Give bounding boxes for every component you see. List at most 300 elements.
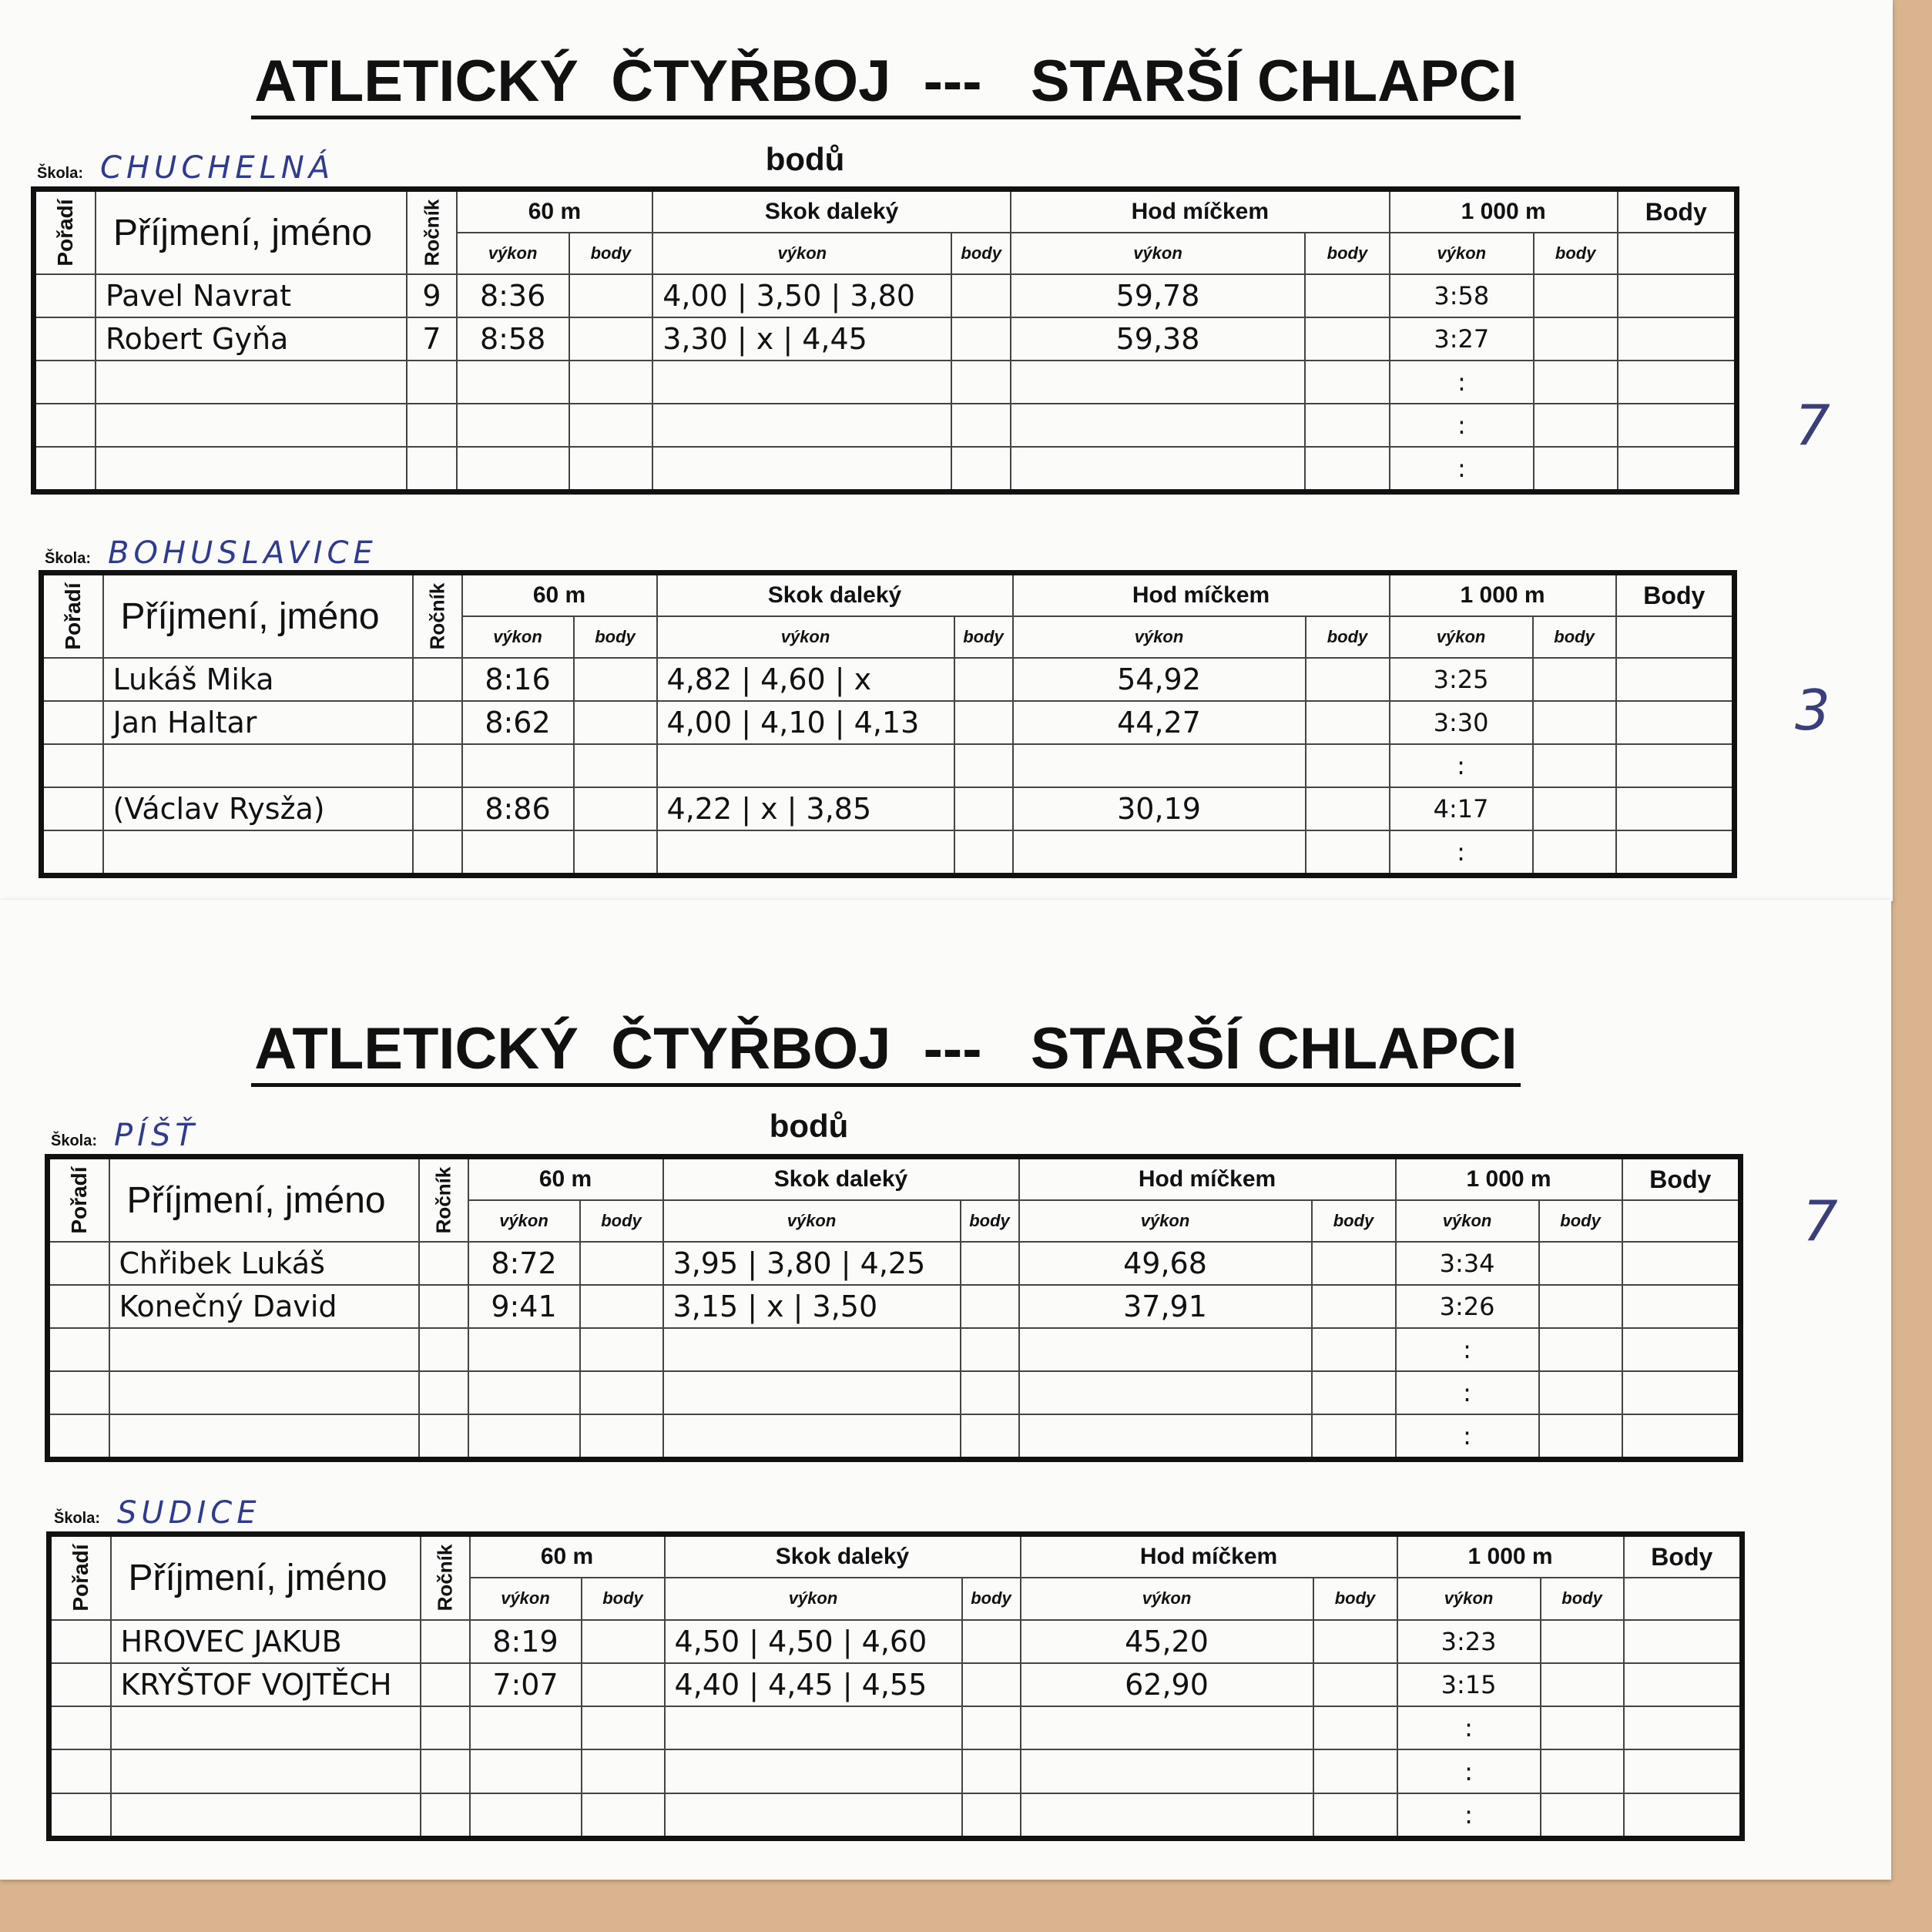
table-row xyxy=(42,701,1735,744)
points-1000m xyxy=(1541,1793,1624,1839)
points-long-jump xyxy=(961,1242,1019,1285)
points-60m xyxy=(574,787,657,830)
points-60m xyxy=(574,830,657,876)
total-body xyxy=(1616,701,1735,744)
result-60m: 8:58 xyxy=(457,317,569,361)
points-1000m xyxy=(1533,701,1616,744)
subheader-body: body xyxy=(1305,233,1390,274)
header-hod-mickem: Hod míčkem xyxy=(1013,573,1390,617)
result-long-jump xyxy=(652,447,951,492)
points-60m xyxy=(569,317,653,361)
result-ball-throw: 37,91 xyxy=(1019,1285,1312,1328)
points-ball-throw xyxy=(1313,1706,1397,1749)
subheader-vykon: výkon xyxy=(468,1200,580,1242)
rocnik-cell xyxy=(419,1285,468,1328)
header-rocnik xyxy=(413,573,462,659)
total-body xyxy=(1624,1663,1742,1706)
header-skok-daleky: Skok daleký xyxy=(657,573,1013,617)
athlete-name: Chřibek Lukáš xyxy=(109,1242,419,1285)
result-1000m: 3:23 xyxy=(1397,1620,1541,1663)
result-ball-throw: 44,27 xyxy=(1013,701,1306,744)
header-rocnik xyxy=(419,1157,468,1243)
result-ball-throw: 59,38 xyxy=(1011,317,1305,361)
header-rocnik xyxy=(421,1535,470,1620)
table-row xyxy=(48,1328,1741,1371)
athlete-name: Jan Haltar xyxy=(103,701,413,744)
points-1000m xyxy=(1541,1749,1624,1793)
points-ball-throw xyxy=(1312,1414,1396,1460)
athlete-name: HROVEC JAKUB xyxy=(111,1620,421,1663)
rocnik-cell xyxy=(419,1242,468,1285)
rocnik-cell xyxy=(407,361,456,404)
athlete-name xyxy=(103,830,413,876)
header-60m: 60 m xyxy=(462,573,657,617)
header-hod-mickem: Hod míčkem xyxy=(1011,190,1390,233)
header-skok-daleky: Skok daleký xyxy=(665,1535,1021,1578)
header-poradi xyxy=(49,1535,111,1620)
result-long-jump xyxy=(665,1749,962,1793)
table-row xyxy=(49,1663,1742,1706)
total-body xyxy=(1622,1328,1741,1371)
result-ball-throw xyxy=(1019,1371,1312,1414)
points-long-jump xyxy=(962,1706,1021,1749)
points-60m xyxy=(574,701,657,744)
result-60m: 9:41 xyxy=(468,1285,580,1328)
subheader-vykon: výkon xyxy=(657,616,954,658)
header-skok-daleky: Skok daleký xyxy=(663,1157,1019,1201)
points-ball-throw xyxy=(1313,1749,1397,1793)
skola-caption: Škola: xyxy=(51,1132,98,1149)
points-ball-throw xyxy=(1305,274,1390,317)
poradi-cell xyxy=(49,1793,111,1839)
result-ball-throw: 30,19 xyxy=(1013,787,1306,830)
points-long-jump xyxy=(961,1285,1019,1328)
subheader-vykon: výkon xyxy=(1397,1578,1541,1619)
result-long-jump xyxy=(663,1371,961,1414)
table-row xyxy=(48,1371,1741,1414)
rocnik-cell xyxy=(413,658,462,701)
result-1000m: : xyxy=(1397,1749,1541,1793)
result-1000m: : xyxy=(1397,1793,1541,1839)
header-rocnik xyxy=(407,190,456,275)
poradi-cell xyxy=(42,658,103,701)
result-60m: 8:16 xyxy=(462,658,574,701)
table-row xyxy=(48,1414,1741,1460)
header-body-blank xyxy=(1618,233,1737,274)
total-body xyxy=(1622,1371,1741,1414)
poradi-cell xyxy=(34,274,96,317)
points-long-jump xyxy=(954,787,1013,830)
skola-caption: Škola: xyxy=(45,550,92,567)
subheader-vykon: výkon xyxy=(1011,233,1305,274)
result-1000m: 3:30 xyxy=(1390,701,1533,744)
rocnik-cell xyxy=(421,1706,470,1749)
table-row xyxy=(34,447,1737,492)
poradi-cell xyxy=(42,787,103,830)
total-body xyxy=(1616,744,1735,787)
subheader-body: body xyxy=(962,1578,1021,1619)
total-body xyxy=(1624,1706,1742,1749)
points-60m xyxy=(569,274,653,317)
points-1000m xyxy=(1534,317,1618,361)
points-ball-throw xyxy=(1305,404,1390,447)
rocnik-cell xyxy=(413,787,462,830)
points-60m xyxy=(574,744,657,787)
result-1000m: : xyxy=(1390,361,1534,404)
total-body xyxy=(1624,1620,1742,1663)
athlete-name: Pavel Navrat xyxy=(96,274,407,317)
result-1000m: : xyxy=(1396,1414,1539,1460)
points-long-jump xyxy=(951,361,1010,404)
table-row xyxy=(49,1749,1742,1793)
header-poradi-text: Pořadí xyxy=(52,199,77,267)
points-ball-throw xyxy=(1312,1285,1396,1328)
poradi-cell xyxy=(42,830,103,876)
athlete-name: Konečný David xyxy=(109,1285,419,1328)
athlete-name xyxy=(96,447,407,492)
result-1000m: 3:15 xyxy=(1397,1663,1541,1706)
points-long-jump xyxy=(954,744,1013,787)
subheader-vykon: výkon xyxy=(652,233,951,274)
subheader-vykon: výkon xyxy=(1021,1578,1313,1619)
result-ball-throw: 49,68 xyxy=(1019,1242,1312,1285)
points-ball-throw xyxy=(1312,1371,1396,1414)
result-60m xyxy=(468,1328,580,1371)
points-1000m xyxy=(1533,658,1616,701)
poradi-cell xyxy=(48,1414,109,1460)
rocnik-cell xyxy=(419,1414,468,1460)
score-table xyxy=(31,186,1739,495)
rocnik-cell: 7 xyxy=(407,317,456,361)
result-long-jump xyxy=(652,404,951,447)
margin-mark: 3 xyxy=(1795,678,1830,743)
header-body: Body xyxy=(1616,573,1735,617)
points-ball-throw xyxy=(1306,658,1390,701)
athlete-name xyxy=(103,744,413,787)
points-1000m xyxy=(1541,1663,1624,1706)
points-long-jump xyxy=(962,1663,1021,1706)
subheader-body: body xyxy=(569,233,653,274)
margin-mark: 7 xyxy=(1803,1189,1838,1253)
school-label xyxy=(45,535,377,571)
result-1000m: : xyxy=(1396,1371,1539,1414)
school-name: SUDICE xyxy=(117,1495,261,1531)
points-60m xyxy=(580,1414,663,1460)
header-name: Příjmení, jméno xyxy=(109,1157,419,1243)
points-ball-throw xyxy=(1306,701,1390,744)
header-rocnik-text: Ročník xyxy=(433,1544,456,1612)
title-text: ATLETICKÝ ČTYŘBOJ --- STARŠÍ CHLAPCI xyxy=(251,1016,1521,1087)
header-poradi-text: Pořadí xyxy=(68,1544,92,1612)
result-60m xyxy=(470,1793,582,1839)
school-name: PÍŠŤ xyxy=(114,1118,199,1153)
header-body-blank xyxy=(1622,1200,1741,1242)
total-body xyxy=(1618,317,1737,361)
points-60m xyxy=(569,404,653,447)
bodu-label: bodů xyxy=(765,141,845,177)
result-long-jump: 4,50 | 4,50 | 4,60 xyxy=(665,1620,962,1663)
header-body-blank xyxy=(1624,1578,1742,1619)
poradi-cell xyxy=(49,1663,111,1706)
points-ball-throw xyxy=(1313,1793,1397,1839)
subheader-body: body xyxy=(580,1200,663,1242)
total-body xyxy=(1622,1285,1741,1328)
total-body xyxy=(1618,274,1737,317)
points-ball-throw xyxy=(1306,830,1390,876)
result-ball-throw xyxy=(1013,830,1306,876)
points-long-jump xyxy=(962,1793,1021,1839)
result-ball-throw xyxy=(1011,447,1305,492)
result-long-jump: 4,40 | 4,45 | 4,55 xyxy=(665,1663,962,1706)
result-60m: 8:62 xyxy=(462,701,574,744)
bodu-label: bodů xyxy=(769,1108,849,1144)
header-skok-daleky: Skok daleký xyxy=(652,190,1011,233)
table-row xyxy=(42,658,1735,701)
total-body xyxy=(1616,658,1735,701)
result-long-jump: 3,95 | 3,80 | 4,25 xyxy=(663,1242,961,1285)
header-body-blank xyxy=(1616,616,1735,658)
title-text: ATLETICKÝ ČTYŘBOJ --- STARŠÍ CHLAPCI xyxy=(251,49,1521,119)
points-60m xyxy=(582,1663,665,1706)
header-60m: 60 m xyxy=(468,1157,663,1201)
points-ball-throw xyxy=(1312,1328,1396,1371)
points-60m xyxy=(580,1371,663,1414)
poradi-cell xyxy=(48,1371,109,1414)
poradi-cell xyxy=(48,1328,109,1371)
school-label xyxy=(54,1495,261,1531)
total-body xyxy=(1618,361,1737,404)
header-name: Příjmení, jméno xyxy=(96,190,407,275)
table-row xyxy=(49,1793,1742,1839)
points-long-jump xyxy=(951,274,1010,317)
header-rocnik-text: Ročník xyxy=(425,582,448,650)
header-1000m: 1 000 m xyxy=(1396,1157,1622,1201)
points-1000m xyxy=(1539,1242,1622,1285)
result-1000m: : xyxy=(1396,1328,1539,1371)
points-long-jump xyxy=(962,1620,1021,1663)
header-1000m: 1 000 m xyxy=(1390,190,1618,233)
score-table xyxy=(39,570,1737,878)
points-60m xyxy=(574,658,657,701)
points-1000m xyxy=(1534,404,1618,447)
rocnik-cell xyxy=(421,1749,470,1793)
poradi-cell xyxy=(49,1620,111,1663)
table-row xyxy=(42,830,1735,876)
header-rocnik-text: Ročník xyxy=(420,199,444,267)
rocnik-cell xyxy=(407,447,456,492)
points-long-jump xyxy=(951,447,1010,492)
points-long-jump xyxy=(962,1749,1021,1793)
rocnik-cell xyxy=(421,1793,470,1839)
points-long-jump xyxy=(951,317,1010,361)
poradi-cell xyxy=(48,1242,109,1285)
result-1000m: : xyxy=(1390,404,1534,447)
points-1000m xyxy=(1541,1620,1624,1663)
header-poradi-text: Pořadí xyxy=(60,582,85,650)
poradi-cell xyxy=(34,317,96,361)
result-1000m: : xyxy=(1397,1706,1541,1749)
result-long-jump xyxy=(665,1793,962,1839)
points-60m xyxy=(582,1620,665,1663)
points-long-jump xyxy=(954,658,1013,701)
points-long-jump xyxy=(961,1414,1019,1460)
total-body xyxy=(1622,1414,1741,1460)
skola-caption: Škola: xyxy=(37,165,84,182)
subheader-vykon: výkon xyxy=(665,1578,962,1619)
header-1000m: 1 000 m xyxy=(1390,573,1616,617)
score-table xyxy=(45,1154,1743,1462)
result-ball-throw xyxy=(1011,404,1305,447)
subheader-vykon: výkon xyxy=(663,1200,961,1242)
points-1000m xyxy=(1539,1328,1622,1371)
points-long-jump xyxy=(961,1328,1019,1371)
points-60m xyxy=(580,1242,663,1285)
athlete-name xyxy=(109,1414,419,1460)
header-name: Příjmení, jméno xyxy=(111,1535,421,1620)
result-long-jump: 4,22 | x | 3,85 xyxy=(657,787,954,830)
header-name: Příjmení, jméno xyxy=(103,573,413,659)
total-body xyxy=(1624,1749,1742,1793)
score-sheet-bottom xyxy=(0,900,1891,1880)
header-60m: 60 m xyxy=(457,190,652,233)
header-hod-mickem: Hod míčkem xyxy=(1019,1157,1396,1201)
points-1000m xyxy=(1534,361,1618,404)
header-60m: 60 m xyxy=(470,1535,665,1578)
poradi-cell xyxy=(34,361,96,404)
points-60m xyxy=(582,1706,665,1749)
school-name: CHUCHELNÁ xyxy=(100,150,335,186)
skola-caption: Škola: xyxy=(54,1510,101,1527)
result-1000m: 4:17 xyxy=(1390,787,1533,830)
athlete-name xyxy=(111,1749,421,1793)
subheader-vykon: výkon xyxy=(1390,233,1534,274)
header-rocnik-text: Ročník xyxy=(431,1166,454,1234)
subheader-body: body xyxy=(1312,1200,1396,1242)
result-60m xyxy=(457,404,569,447)
points-ball-throw xyxy=(1305,317,1390,361)
rocnik-cell xyxy=(407,404,456,447)
subheader-vykon: výkon xyxy=(462,616,574,658)
points-1000m xyxy=(1539,1285,1622,1328)
points-1000m xyxy=(1533,787,1616,830)
result-ball-throw xyxy=(1019,1328,1312,1371)
points-ball-throw xyxy=(1313,1620,1397,1663)
table-row xyxy=(34,361,1737,404)
result-60m: 8:36 xyxy=(457,274,569,317)
result-1000m: : xyxy=(1390,447,1534,492)
result-long-jump xyxy=(657,744,954,787)
result-60m xyxy=(462,744,574,787)
points-1000m xyxy=(1533,830,1616,876)
poradi-cell xyxy=(34,404,96,447)
athlete-name xyxy=(111,1706,421,1749)
header-body: Body xyxy=(1622,1157,1741,1201)
points-long-jump xyxy=(951,404,1010,447)
school-name: BOHUSLAVICE xyxy=(108,535,377,571)
total-body xyxy=(1616,830,1735,876)
subheader-vykon: výkon xyxy=(1013,616,1306,658)
result-ball-throw xyxy=(1021,1706,1313,1749)
table-row xyxy=(49,1620,1742,1663)
result-60m xyxy=(457,447,569,492)
points-ball-throw xyxy=(1305,447,1390,492)
total-body xyxy=(1622,1242,1741,1285)
result-1000m: : xyxy=(1390,830,1533,876)
result-long-jump xyxy=(665,1706,962,1749)
points-ball-throw xyxy=(1312,1242,1396,1285)
result-long-jump xyxy=(657,830,954,876)
result-ball-throw: 45,20 xyxy=(1021,1620,1313,1663)
athlete-name xyxy=(96,361,407,404)
poradi-cell xyxy=(42,744,103,787)
result-60m xyxy=(470,1749,582,1793)
school-label xyxy=(37,150,334,186)
points-1000m xyxy=(1539,1371,1622,1414)
table-row xyxy=(34,317,1737,361)
points-1000m xyxy=(1539,1414,1622,1460)
subheader-vykon: výkon xyxy=(1390,616,1533,658)
result-long-jump xyxy=(663,1414,961,1460)
header-poradi xyxy=(34,190,96,275)
athlete-name xyxy=(109,1371,419,1414)
table-row xyxy=(34,404,1737,447)
header-poradi xyxy=(42,573,103,659)
result-1000m: 3:27 xyxy=(1390,317,1534,361)
poradi-cell xyxy=(42,701,103,744)
athlete-name: Robert Gyňa xyxy=(96,317,407,361)
subheader-vykon: výkon xyxy=(1396,1200,1539,1242)
result-60m xyxy=(462,830,574,876)
subheader-body: body xyxy=(1539,1200,1622,1242)
sheet-title xyxy=(0,1015,1772,1082)
subheader-vykon: výkon xyxy=(457,233,569,274)
subheader-vykon: výkon xyxy=(470,1578,582,1619)
points-1000m xyxy=(1534,274,1618,317)
result-long-jump: 4,00 | 3,50 | 3,80 xyxy=(652,274,951,317)
points-60m xyxy=(582,1793,665,1839)
header-body: Body xyxy=(1624,1535,1742,1578)
result-60m xyxy=(468,1414,580,1460)
result-long-jump: 4,82 | 4,60 | x xyxy=(657,658,954,701)
subheader-body: body xyxy=(1533,616,1616,658)
points-60m xyxy=(582,1749,665,1793)
result-ball-throw: 54,92 xyxy=(1013,658,1306,701)
result-ball-throw xyxy=(1013,744,1306,787)
score-sheet-top xyxy=(0,0,1893,901)
subheader-body: body xyxy=(1306,616,1390,658)
result-60m: 8:72 xyxy=(468,1242,580,1285)
result-ball-throw xyxy=(1021,1749,1313,1793)
athlete-name: KRYŠTOF VOJTĚCH xyxy=(111,1663,421,1706)
header-poradi xyxy=(48,1157,109,1243)
result-1000m: 3:34 xyxy=(1396,1242,1539,1285)
result-long-jump xyxy=(652,361,951,404)
table-row xyxy=(42,787,1735,830)
points-ball-throw xyxy=(1305,361,1390,404)
points-ball-throw xyxy=(1306,787,1390,830)
poradi-cell xyxy=(49,1749,111,1793)
points-ball-throw xyxy=(1306,744,1390,787)
rocnik-cell xyxy=(413,744,462,787)
result-60m xyxy=(468,1371,580,1414)
points-60m xyxy=(580,1285,663,1328)
score-table xyxy=(46,1531,1745,1841)
table-row xyxy=(48,1242,1741,1285)
points-long-jump xyxy=(954,701,1013,744)
result-ball-throw xyxy=(1011,361,1305,404)
subheader-body: body xyxy=(1313,1578,1397,1619)
points-long-jump xyxy=(961,1371,1019,1414)
